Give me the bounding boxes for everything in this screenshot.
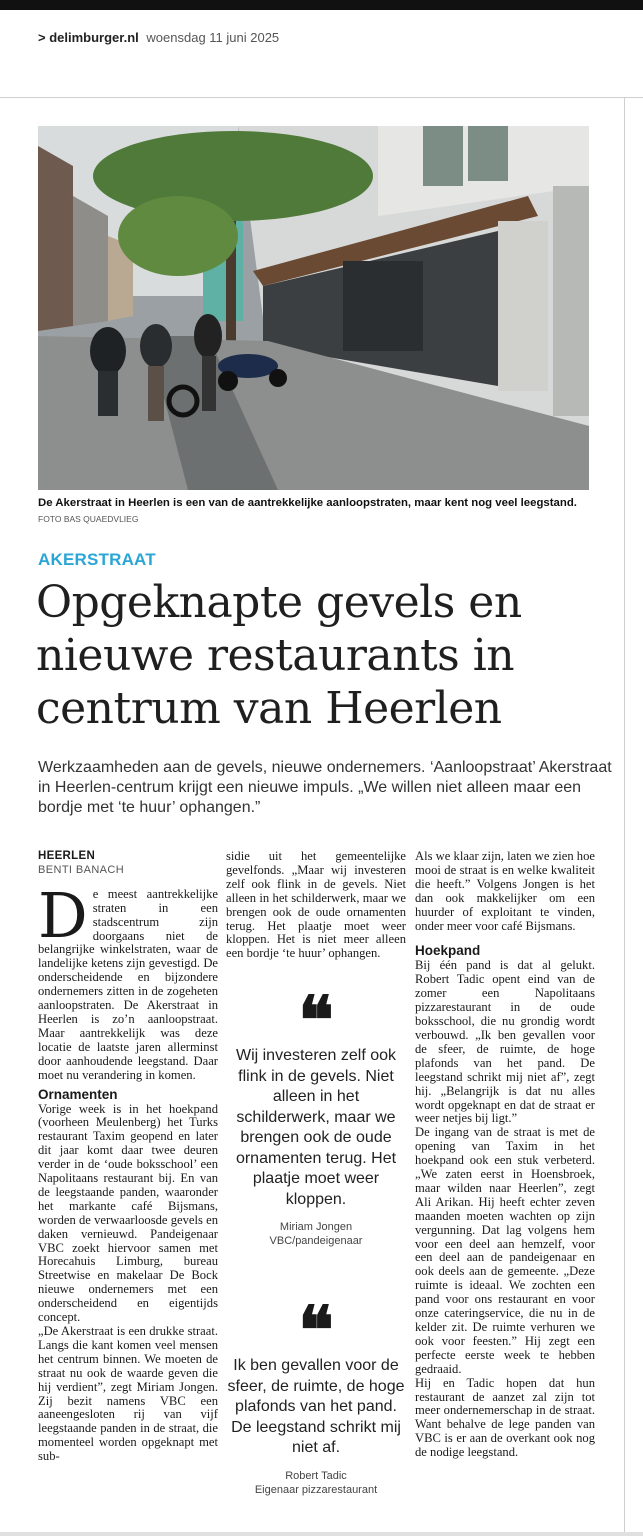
pull-quote-attribution — [226, 1220, 406, 1248]
body-paragraph: sidie uit het gemeentelijke gevelfonds. „Maar wij investeren zelf ook flink in de gevels. Niet alleen in het schilderwerk, maar we brengen ook de oude ornamenten terug. Het plaatje moet weer kloppen. Het is niet meer alleen een bordje ‘te huur’ ophangen. — [226, 849, 406, 961]
body-paragraph: Als we klaar zijn, laten we zien hoe mooi de straat is en welke kwaliteit die heeft.” Volgens Jongen is het dan ook makkelijker om een huurder of exploitant te vinden, onder meer voor café Bijsmans. — [415, 849, 595, 933]
bottom-edge — [0, 1532, 643, 1536]
subheading-hoekpand: Hoekpand — [415, 943, 481, 959]
quote-name: Miriam Jongen — [279, 1221, 353, 1233]
quote-mark-icon: ❝ — [298, 1291, 334, 1369]
pull-quote-2 — [226, 1291, 406, 1497]
page-header — [38, 30, 279, 45]
top-bar — [0, 0, 643, 10]
dateline-place: HEERLEN — [38, 850, 96, 862]
body-paragraph: Hij en Tadic hopen dat hun restaurant de aanzet zal zijn tot meer ondernemerschap in de straat. Want behalve de lege panden van VBC is er aan de overkant ook nog de nodige leegstand. — [415, 1375, 595, 1460]
pull-quote-attribution — [226, 1469, 406, 1497]
body-paragraph: „De Akerstraat is een drukke straat. Langs die kant komen veel mensen het centrum binnen. We moeten de straat nu ook de waarde geven die hij verdient”, zegt Miriam Jongen. Zij bezit namens VBC een aaneengesloten rij van vijf leegstaande panden in de straat, die momenteel worden opgeknapt met sub- — [38, 1324, 218, 1464]
pull-quote-text: Ik ben gevallen voor de sfeer, de ruimte, de hoge plafonds van het pand. De leegstand schrikt mij niet af. — [227, 1357, 405, 1456]
pull-quote-1 — [226, 981, 406, 1248]
article-column-1 — [38, 850, 218, 1464]
article-headline: Opgeknapte gevels en nieuwe restaurants in centrum van Heerlen — [36, 577, 522, 734]
intro-paragraph — [38, 878, 218, 1083]
drop-cap: D — [38, 878, 88, 952]
header-divider — [0, 97, 643, 98]
quote-name: Robert Tadic — [285, 1469, 347, 1482]
site-name[interactable]: > delimburger.nl — [38, 30, 139, 45]
subheading-ornamenten: Ornamenten — [38, 1086, 118, 1102]
article-kicker: AKERSTRAAT — [38, 550, 156, 569]
byline-author: BENTI BANACH — [38, 863, 125, 876]
body-paragraph: De ingang van de straat is met de opening van Taxim in het hoekpand ook een stuk verbeterd. „We zaten eerst in Hoensbroek, maar wilden naar Heerlen”, zegt Ali Arikan. Hij heeft echter zeven maanden moeten wachten op zijn vergunning. Dat lag volgens hem voor een deel aan hemzelf, voor een deel aan de pandeigenaar en ook deels aan de gemeente. „Deze ruimte is ideaal. We zochten een pand voor ons restaurant en voor onze cateringservice, die nu in de kelder zit. De ruimte verhuren we ook voor feesten.” Hij zegt een perfecte eerste week te hebben gedraaid. — [415, 1125, 595, 1376]
photo-credit: FOTO BAS QUAEDVLIEG — [38, 514, 139, 524]
issue-date: woensdag 11 juni 2025 — [146, 30, 280, 45]
quote-role: Eigenaar pizzarestaurant — [254, 1483, 378, 1496]
article-photo — [38, 126, 589, 490]
quote-role: VBC/pandeigenaar — [269, 1235, 363, 1247]
photo-caption: De Akerstraat in Heerlen is een van de aantrekkelijke aanloopstraten, maar kent nog veel leegstand. — [38, 497, 577, 509]
body-paragraph: Vorige week is in het hoekpand (voorheen Meulenberg) het Turks restaurant Taxim geopend en later dit jaar komt daar twee deuren verder in de ‘oude boksschool’ een Napolitaans restaurant bij. En van de leegstaande panden, waaronder het markante café Bijsmans, worden de verwaarloosde gevels en daken vernieuwd. Pandeigenaar VBC zoekt hiervoor samen met Horecahuis Limburg, bureau Streetwise en makelaar De Bock nieuwe ondernemers met een onderscheidend en eigentijds concept. — [38, 1101, 218, 1325]
article-column-2 — [226, 850, 406, 961]
body-paragraph: Bij één pand is dat al gelukt. Robert Tadic opent eind van de zomer een Napolitaans pizzarestaurant in de oude boksschool, die nu grondig wordt verbouwd. „Ik ben gevallen voor de sfeer, de ruimte, de hoge plafonds van het pand. De leegstand schrikt mij niet af”, zegt hij. „Belangrijk is dat nu alles wordt opgeknapt en dat de straat er weer netjes bij ligt.” — [415, 958, 595, 1126]
pull-quote-text: Wij investeren zelf ook flink in de gevels. Niet alleen in het schilderwerk, maar we brengen ook de oude ornamenten terug. Het plaatje moet weer kloppen. — [235, 1047, 397, 1208]
article-lead: Werkzaamheden aan de gevels, nieuwe ondernemers. ‘Aanloopstraat’ Akerstraat in Heerlen-centrum krijgt een nieuwe impuls. „We willen niet alleen maar een bordje met ‘te huur’ ophangen.” — [38, 759, 612, 816]
quote-mark-icon: ❝ — [298, 981, 334, 1059]
body-paragraph: e meest aantrekkelijke straten in een stadscentrum zijn doorgaans niet de belangrijke winkelstraten, waar de landelijke ketens zijn gevestigd. De onderscheidende en bijzondere ondernemers zitten in de zogeheten aanloopstraten. De Akerstraat in Heerlen is zo’n aanloopstraat. Maar aantrekkelijk was deze locatie de laatste jaren allerminst door aanhoudende leegstand. Daar moet nu verandering in komen. — [38, 886, 218, 1082]
column-divider — [624, 97, 625, 1536]
article-column-3 — [415, 850, 595, 1460]
